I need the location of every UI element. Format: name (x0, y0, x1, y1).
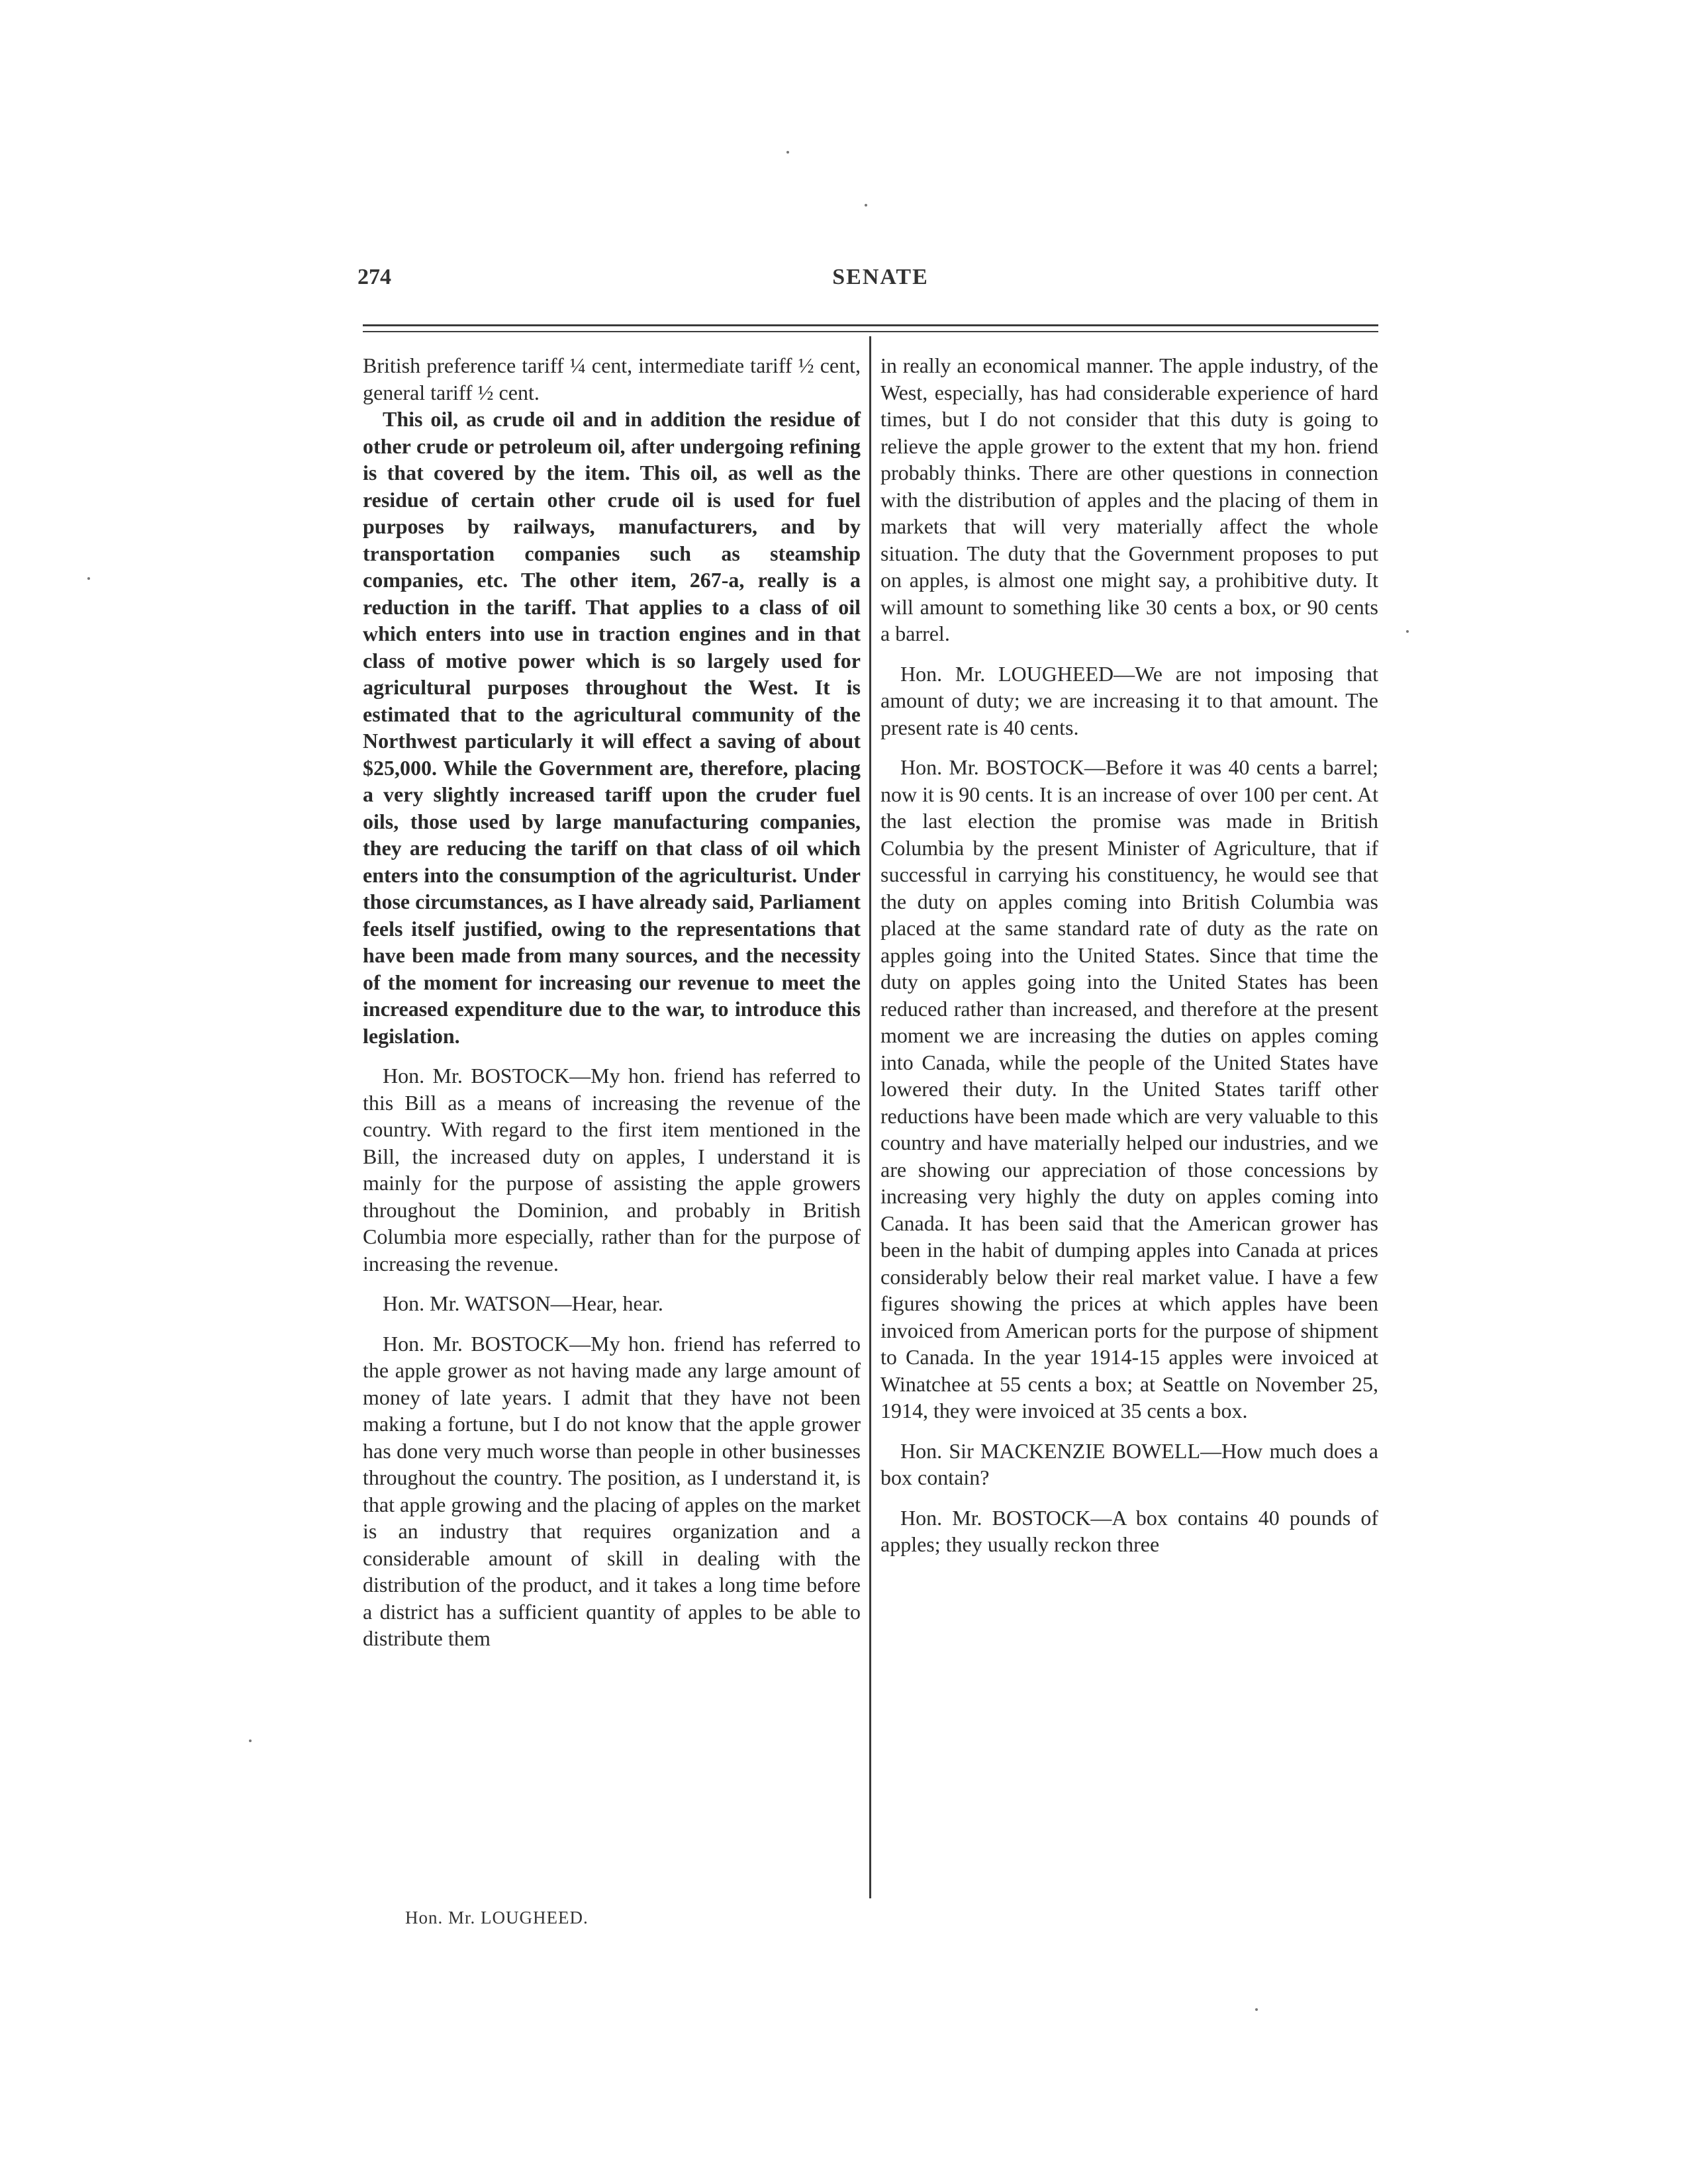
paragraph-bostock-duty: Hon. Mr. BOSTOCK—Before it was 40 cents a barrel; now it is 90 cents. It is an increase of over 100 per cent. At the last election the promise was made in British Columbia by the present Minister of Agriculture, that if successful in carrying his constituency, he would see that the duty on apples coming into British Columbia was placed at the same standard rate of duty as the rate on apples going into the United States. Since that time the duty on apples going into the United States has been reduced rather than increased, and therefore at the present moment we are increasing the duties on apples coming into Canada, while the people of the United States have lowered their duty. In the United States tariff other reductions have been made which are very valuable to this country and have materially helped our industries, and we are showing our appreciation of those concessions by increasing very highly the duty on apples coming into Canada. It has been said that the American grower has been in the habit of dumping apples into Canada at prices considerably below their real market value. I have a few figures showing the prices at which apples have been invoiced from American ports for the purpose of shipment to Canada. In the year 1914-15 apples were invoiced at Winatchee at 55 cents a box; at Seattle on November 25, 1914, they were invoiced at 35 cents a box. (880, 755, 1378, 1422)
paragraph-apple-industry: in really an economical manner. The apple industry, of the West, especially, has had considerable experience of hard times, but I do not consider that this duty is going to relieve the apple grower to the extent that my hon. friend probably thinks. There are other questions in connection with the distribution of apples and the placing of them in markets that will very materially affect the whole situation. The duty that the Government proposes to put on apples, is almost one might say, a prohibitive duty. It will amount to something like 30 cents a box, or 90 cents a barrel. (880, 353, 1378, 645)
paper-speck (865, 204, 867, 207)
paragraph-oil-items: This oil, as crude oil and in addition the residue of other crude or petroleum oil, after undergoing refining is that covered by the item. This oil, as well as the residue of certain other crude oil is used for fuel purposes by railways, manufacturers, and by transportation companies such as steamship companies, etc. The other item, 267-a, really is a reduction in the tariff. That applies to a class of oil which enters into use in traction engines and in that class of motive power which is so largely used for agricultural purposes throughout the West. It is estimated that to the agricultural community of the Northwest particularly it will effect a saving of about $25,000. While the Government are, therefore, placing a very slightly increased tariff upon the cruder fuel oils, those used by large manufacturing companies, they are reducing the tariff on that class of oil which enters into the consumption of the agriculturist. Under those circumstances, as I have already said, Parliament feels itself justified, owing to the representations that have been made from many sources, and the necessity of the moment for increasing our revenue to meet the increased expenditure due to the war, to introduce this legislation. (363, 407, 861, 1048)
paper-speck (249, 1739, 252, 1742)
paragraph-bostock-bill: Hon. Mr. BOSTOCK—My hon. friend has referred to this Bill as a means of increasing the revenue of the country. With regard to the first item mentioned in the Bill, the increased duty on apples, I understand it is mainly for the purpose of assisting the apple growers throughout the Dominion, and probably in British Columbia more especially, rather than for the purpose of increasing the revenue. (363, 1064, 861, 1275)
footer-speaker: Hon. Mr. LOUGHEED. (405, 1908, 589, 1927)
paper-speck (1406, 630, 1409, 633)
paragraph-bostock-box: Hon. Mr. BOSTOCK—A box contains 40 pounds of apples; they usually reckon three (880, 1505, 1378, 1556)
column-divider (869, 336, 871, 1898)
left-column (363, 352, 861, 1652)
paper-speck (1255, 2008, 1258, 2011)
paragraph-tariff-rates: British preference tariff ¼ cent, intermediate tariff ½ cent, general tariff ½ cent. (363, 353, 861, 404)
paper-speck (87, 577, 90, 580)
paragraph-lougheed: Hon. Mr. LOUGHEED—We are not imposing that amount of duty; we are increasing it to that amount. The present rate is 40 cents. (880, 661, 1378, 739)
paragraph-bowell-question: Hon. Sir MACKENZIE BOWELL—How much does a box contain? (880, 1438, 1378, 1489)
paragraph-watson: Hon. Mr. WATSON—Hear, hear. (383, 1291, 663, 1315)
paper-speck (786, 151, 789, 154)
page-number: 274 (357, 265, 391, 289)
paragraph-bostock-apple-grower: Hon. Mr. BOSTOCK—My hon. friend has referred to the apple grower as not having made any large amount of money of late years. I admit that they have not been making a fortune, but I do not know that the apple grower has done very much worse than people in other businesses throughout the country. The position, as I understand it, is that apple growing and the placing of apples on the market is an industry that requires organization and a considerable amount of skill in dealing with the distribution of the product, and it takes a long time before a district has a sufficient quantity of apples to be able to distribute them (363, 1331, 861, 1650)
header-rule (363, 324, 1378, 326)
right-column (880, 352, 1378, 1558)
header-rule-secondary (363, 331, 1378, 332)
page-title: SENATE (832, 265, 929, 289)
